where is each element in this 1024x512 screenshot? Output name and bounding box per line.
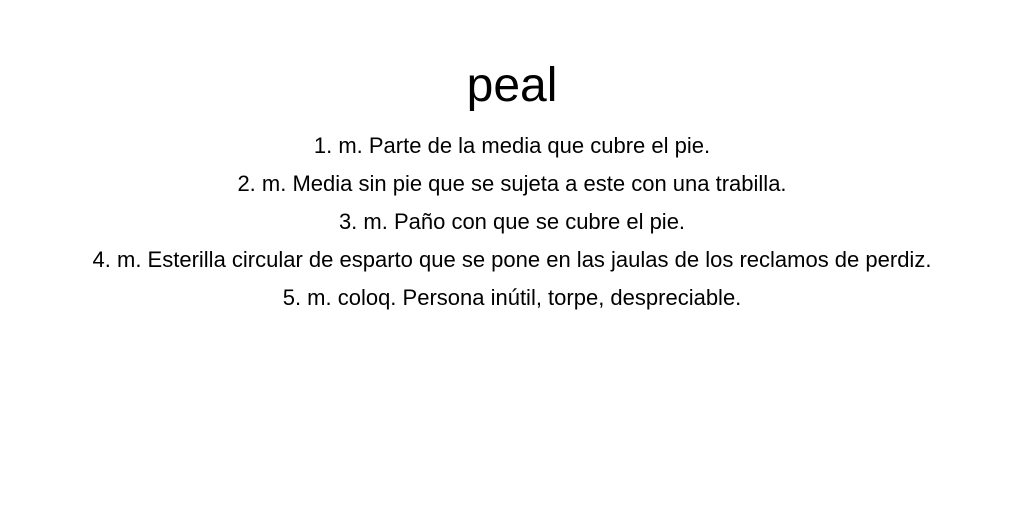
definition-item-2: 2. m. Media sin pie que se sujeta a este con una trabilla. bbox=[237, 171, 787, 196]
definition-item-3: 3. m. Paño con que se cubre el pie. bbox=[338, 209, 686, 234]
headword-title: peal bbox=[466, 59, 558, 112]
definition-item-5: 5. m. coloq. Persona inútil, torpe, despreciable. bbox=[282, 285, 742, 310]
definition-item-1: 1. m. Parte de la media que cubre el pie. bbox=[313, 133, 711, 158]
definitions-list bbox=[64, 127, 960, 317]
definition-item-4: 4. m. Esterilla circular de esparto que se pone en las jaulas de los reclamos de perdiz. bbox=[92, 247, 932, 272]
